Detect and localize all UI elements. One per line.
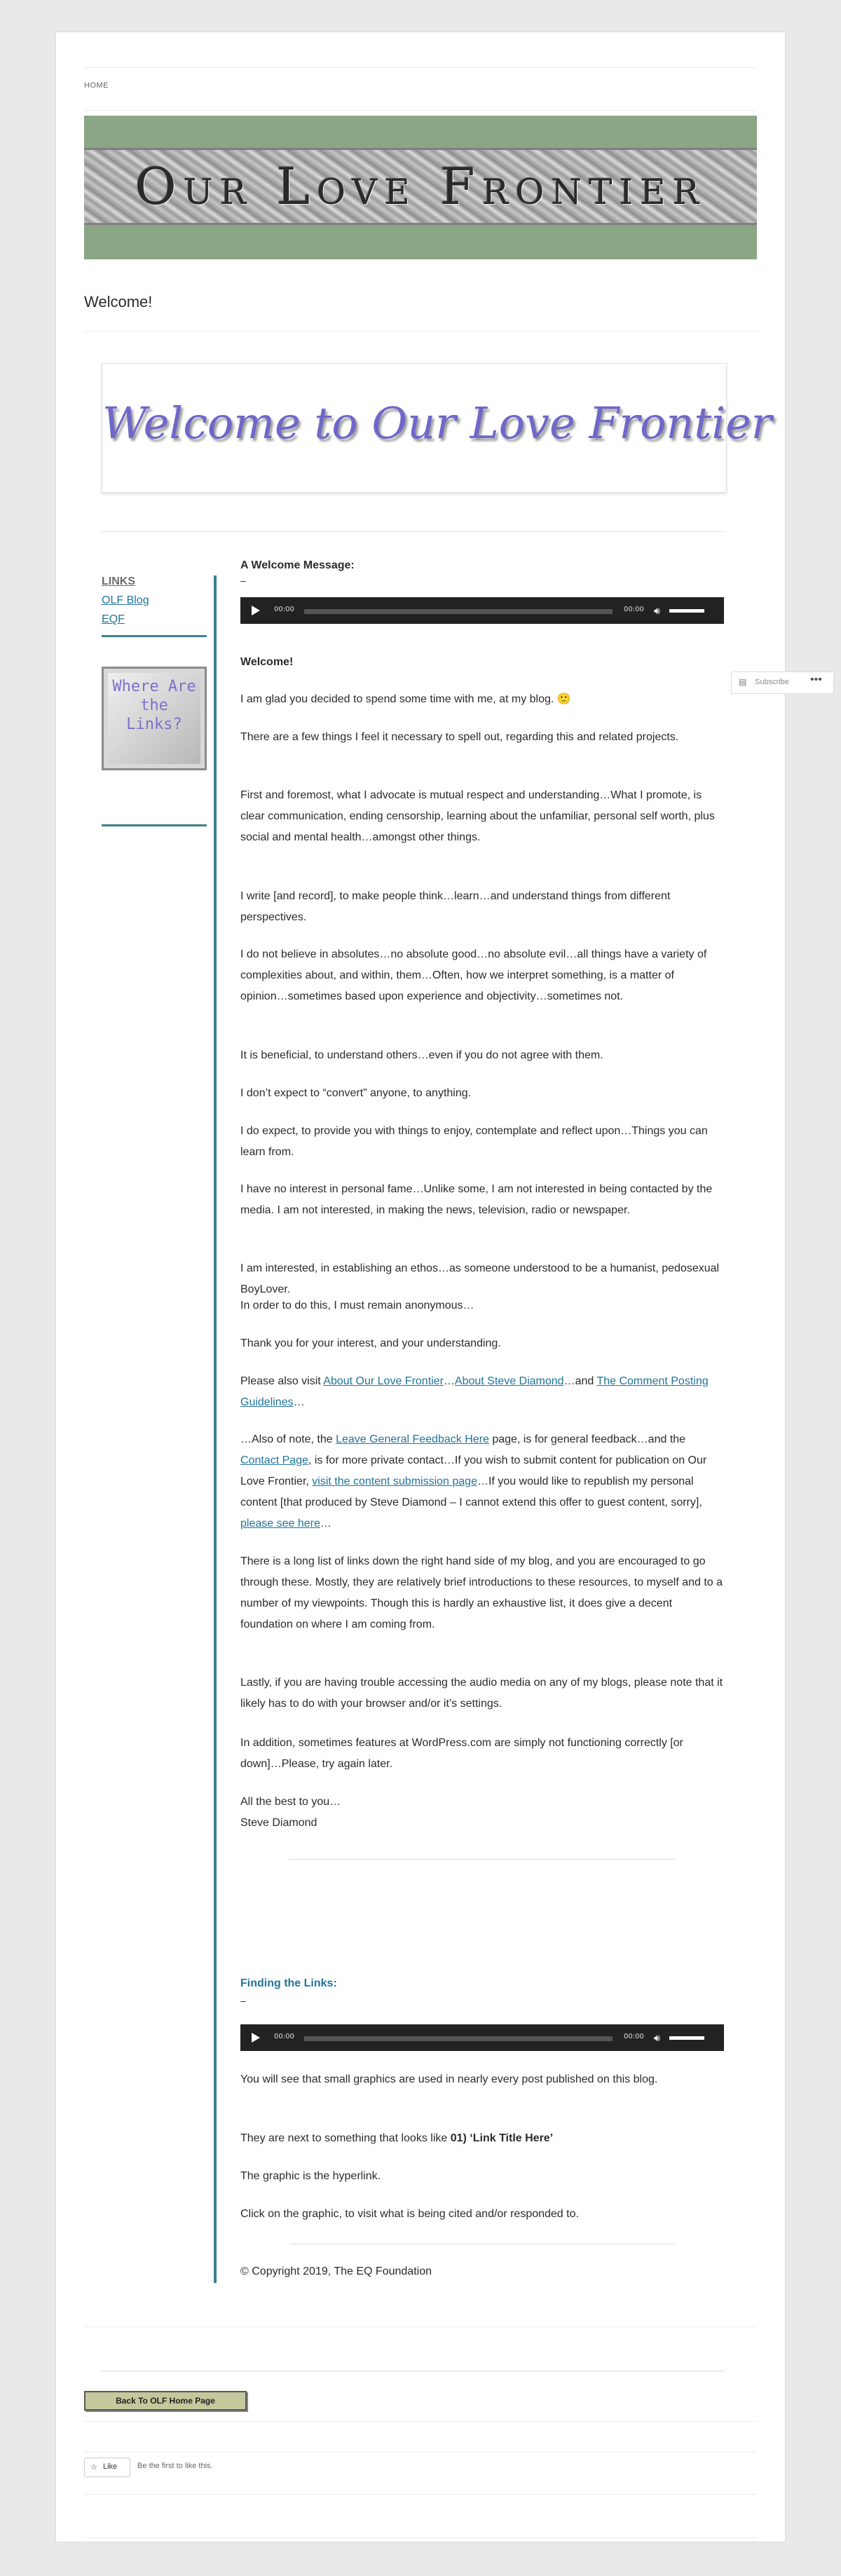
- text: …: [443, 1375, 455, 1387]
- contact-page-link[interactable]: Contact Page: [240, 1454, 308, 1466]
- nav-home-link[interactable]: HOME: [84, 81, 109, 90]
- play-icon[interactable]: [252, 606, 260, 615]
- paragraph: I do expect, to provide you with things to enjoy, contemplate and reflect upon…Things you can learn from.: [240, 1125, 708, 1158]
- divider: [84, 2452, 757, 2453]
- divider: [84, 2537, 757, 2538]
- progress-track[interactable]: [304, 609, 613, 614]
- note-paragraph: [240, 1429, 724, 1534]
- welcome-image: [102, 363, 772, 493]
- text: …If you would like to republish my personal content [that produced by Steve Diamond – I cannot extend this offer to guest content, sorry],: [240, 1476, 702, 1508]
- paragraph: It is beneficial, to understand others…even if you do not agree with them.: [240, 1049, 603, 1061]
- volume-slider[interactable]: [669, 609, 704, 613]
- subscribe-label[interactable]: Subscribe: [755, 678, 789, 686]
- page-container: [56, 32, 785, 2542]
- paragraph: Click on the graphic, to visit what is being cited and/or responded to.: [240, 2208, 579, 2220]
- dash: –: [240, 1995, 246, 2006]
- paragraph: You will see that small graphics are used in nearly every post published on this blog.: [240, 2073, 658, 2085]
- paragraph: There are a few things I feel it necessary to spell out, regarding this and related projects.: [240, 731, 679, 743]
- divider: [84, 2421, 757, 2422]
- paragraph: I don’t expect to “convert” anyone, to anything.: [240, 1087, 472, 1099]
- text: , is for more private contact…If you wish to submit content for publication on Our Love Frontier,: [240, 1454, 707, 1487]
- paragraph: The graphic is the hyperlink.: [240, 2170, 381, 2182]
- site-banner[interactable]: [84, 116, 757, 259]
- page-title: Welcome!: [84, 293, 153, 311]
- smiley-icon: 🙂: [556, 693, 571, 705]
- volume-slider[interactable]: [669, 2036, 704, 2040]
- content-submission-link[interactable]: visit the content submission page: [312, 1476, 477, 1487]
- welcome-message-heading: A Welcome Message:: [240, 559, 355, 571]
- divider: [84, 2326, 757, 2327]
- signoff-name: Steve Diamond: [240, 1817, 317, 1829]
- paragraph: I write [and record], to make people think…learn…and understand things from different perspectives.: [240, 890, 671, 923]
- signoff-line: All the best to you…: [240, 1796, 341, 1808]
- divider: [289, 1859, 675, 1860]
- sidebar-heading: LINKS: [102, 575, 135, 587]
- paragraph: Lastly, if you are having trouble accessing the audio media on any of my blogs, please note that it likely has to do with your browser and/or it’s settings.: [240, 1677, 723, 1710]
- subscribe-icon: ▤: [739, 677, 747, 687]
- sidebar-divider: [102, 824, 207, 826]
- sidebar-link-olf-blog[interactable]: OLF Blog: [102, 594, 149, 606]
- duration-time: 00:00: [624, 2033, 644, 2040]
- text: They are next to something that looks like: [240, 2132, 451, 2144]
- text: Please also visit: [240, 1375, 324, 1387]
- like-status: Be the first to like this.: [137, 2462, 213, 2470]
- paragraph: [240, 2128, 724, 2149]
- divider: [102, 531, 725, 532]
- paragraph: In order to do this, I must remain anonymous…: [240, 1300, 474, 1311]
- paragraph: I have no interest in personal fame…Unlike some, I am not interested in being contacted by the media. I am not interested, in making the news, television, radio or newspaper.: [240, 1183, 713, 1216]
- paragraph: [240, 689, 724, 710]
- paragraph: In addition, sometimes features at WordPress.com are simply not functioning correctly [or down]…Please, try again later.: [240, 1737, 683, 1770]
- paragraph: Thank you for your interest, and your understanding.: [240, 1337, 501, 1349]
- text: …: [293, 1396, 305, 1408]
- sidebar-link-eqf[interactable]: EQF: [102, 613, 125, 625]
- divider: [84, 2494, 757, 2495]
- audio-player[interactable]: [240, 2024, 724, 2051]
- about-steve-diamond-link[interactable]: About Steve Diamond: [454, 1375, 564, 1387]
- sidebar-divider: [102, 635, 207, 637]
- volume-icon[interactable]: 🔊︎: [654, 605, 660, 616]
- current-time: 00:00: [274, 2033, 294, 2040]
- current-time: 00:00: [274, 606, 294, 613]
- text: …Also of note, the: [240, 1433, 336, 1445]
- paragraph: I do not believe in absolutes…no absolute good…no absolute evil…all things have a variety of complexities about, and within, them…Often, how we interpret something, is a matter of opinion…sometimes based upon experience and objectivity…sometimes not.: [240, 948, 707, 1002]
- banner-stone-plaque: [84, 148, 757, 225]
- welcome-image-text: Welcome to Our Love Frontier: [102, 397, 772, 449]
- text: …: [320, 1518, 331, 1529]
- welcome-bold: Welcome!: [240, 656, 294, 668]
- visit-paragraph: [240, 1371, 724, 1413]
- where-are-the-links-image[interactable]: [102, 667, 207, 770]
- progress-track[interactable]: [304, 2036, 613, 2041]
- feedback-link[interactable]: Leave General Feedback Here: [336, 1433, 489, 1445]
- banner-title: Our Love Frontier: [135, 157, 706, 216]
- follow-widget[interactable]: [731, 672, 834, 694]
- text: …and: [563, 1375, 597, 1387]
- paragraph: There is a long list of links down the right hand side of my blog, and you are encouraged to go through these. Mostly, they are relatively brief introductions to these resources, to myself and to a number of my viewpoints. Though this is hardly an exhaustive list, it does give a decent foundation on where I am coming from.: [240, 1555, 723, 1630]
- top-nav: [84, 67, 757, 111]
- republish-link[interactable]: please see here: [240, 1518, 320, 1529]
- paragraph: I am interested, in establishing an ethos…as someone understood to be a humanist, pedosexual BoyLover.: [240, 1262, 720, 1295]
- column-divider: [214, 575, 217, 2283]
- back-to-home-button[interactable]: Back To OLF Home Page: [84, 2391, 247, 2411]
- about-olf-link[interactable]: About Our Love Frontier: [323, 1375, 444, 1387]
- where-are-the-links-text: Where Are the Links?: [112, 678, 196, 733]
- text: page, is for general feedback…and the: [488, 1433, 686, 1445]
- dash: –: [240, 575, 246, 586]
- comment-guidelines-link[interactable]: The Comment Posting Guidelines: [240, 1375, 709, 1408]
- audio-player[interactable]: [240, 597, 724, 624]
- divider: [84, 331, 757, 332]
- paragraph: First and foremost, what I advocate is mutual respect and understanding…What I promote, is clear communication, ending censorship, learning about the unfamiliar, personal self worth, plus social and mental health…amongst other things.: [240, 789, 715, 843]
- volume-icon[interactable]: 🔊︎: [654, 2032, 660, 2043]
- like-label: Like: [103, 2462, 118, 2471]
- paragraph-text: I am glad you decided to spend some time with me, at my blog.: [240, 693, 554, 705]
- play-icon[interactable]: [252, 2033, 260, 2043]
- duration-time: 00:00: [624, 606, 644, 613]
- copyright: © Copyright 2019, The EQ Foundation: [240, 2265, 432, 2277]
- more-options-icon[interactable]: •••: [810, 674, 822, 686]
- finding-links-heading: Finding the Links:: [240, 1977, 337, 1989]
- link-title-example: 01) ‘Link Title Here’: [450, 2132, 554, 2144]
- like-button[interactable]: [84, 2458, 130, 2477]
- star-icon: ☆: [90, 2463, 97, 2472]
